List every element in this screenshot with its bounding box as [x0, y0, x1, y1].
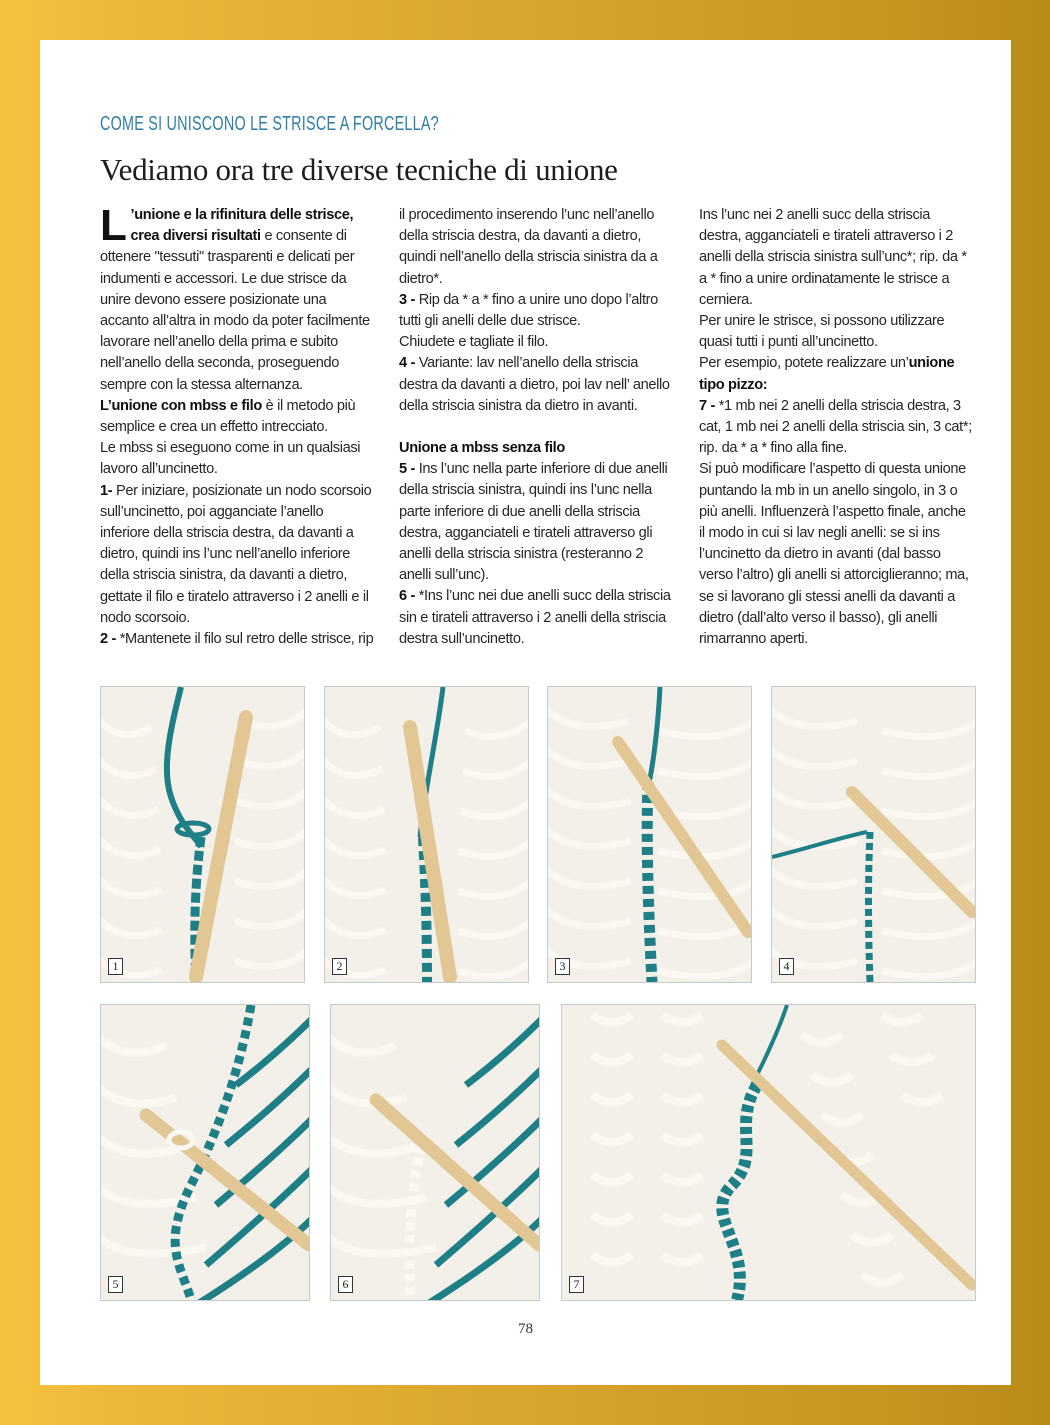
section-kicker: COME SI UNISCONO LE STRISCE A FORCELLA? — [100, 113, 439, 135]
step-number-badge: 6 — [338, 1276, 353, 1293]
step-photo-5 — [100, 1004, 310, 1301]
step-photo-1 — [100, 686, 305, 983]
crochet-photo-illustration — [325, 687, 528, 982]
page — [40, 40, 1011, 1385]
step-number-badge: 2 — [332, 958, 347, 975]
step-photo-4 — [771, 686, 976, 983]
paragraph: Chiudete e tagliate il filo. — [399, 334, 549, 351]
step-7-text: 7 - *1 mb nei 2 anelli della striscia destra, 3 cat, 1 mb nei 2 anelli della striscia sin, 3 cat*; rip. da * a * fino alla fine. — [699, 397, 972, 457]
subheading: Unione a mbss senza filo — [399, 440, 565, 457]
step-3-text: 3 - Rip da * a * fino a unire uno dopo l’altro tutti gli anelli delle due strisce. — [399, 291, 658, 330]
paragraph: Si può modificare l’aspetto di questa unione puntando la mb in un anello singolo, in 3 o più anelli. Influenzerà l’aspetto finale, anche il modo in cui si lav negli anelli: se si ins l’uncinetto da dietro in avanti (dal basso verso l’altro) gli anelli si attorciglieranno; ma, se si lavorano gli stessi anelli da davanti a dietro (dall’alto verso il basso), gli anelli rimarranno aperti. — [699, 461, 969, 648]
crochet-photo-illustration — [772, 687, 975, 982]
step-1-text: 1- Per iniziare, posizionate un nodo scorsoio sull’uncinetto, poi agganciate l’anello inferiore della striscia destra, da davanti a dietro, quindi ins l’unc nell’anello inferiore della striscia sinistra, da davanti a dietro, gettate il filo e tiratelo attraverso i 2 anelli e il nodo scorsoio. — [100, 482, 372, 626]
step-photo-6 — [330, 1004, 540, 1301]
paragraph: Per esempio, potete realizzare un’unione tipo pizzo: — [699, 355, 955, 393]
crochet-photo-illustration — [101, 1005, 309, 1300]
step-number-badge: 5 — [108, 1276, 123, 1293]
paragraph: Le mbss si eseguono come in un qualsiasi lavoro all’uncinetto. — [100, 440, 361, 478]
text-column-2 — [399, 205, 675, 650]
drop-cap: L — [100, 201, 127, 250]
step-number-badge: 4 — [779, 958, 794, 975]
crochet-photo-illustration — [101, 687, 304, 982]
paragraph: Ins l’unc nei 2 anelli succ della striscia destra, agganciateli e tirateli attraverso i 2 anelli della striscia sinistra sull’unc*; rip. da * a * fino a unire ordinatamente le strisce a cerniera. — [699, 207, 967, 308]
step-number-badge: 7 — [569, 1276, 584, 1293]
paragraph: Per unire le strisce, si possono utilizzare quasi tutti i punti all’uncinetto. — [699, 313, 945, 351]
step-2-text: 2 - *Mantenete il filo sul retro delle strisce, rip — [100, 631, 374, 648]
step-6-text: 6 - *Ins l’unc nei due anelli succ della striscia sin e tirateli attraverso i 2 anelli della striscia destra sull’uncinetto. — [399, 588, 671, 647]
text-column-1 — [100, 201, 376, 650]
step-photo-7 — [561, 1004, 976, 1301]
page-title: Vediamo ora tre diverse tecniche di unione — [100, 152, 618, 187]
intro-paragraph: L ’unione e la rifinitura delle strisce, crea diversi risultati e consente di ottenere "tessuti" trasparenti e delicati per indumenti e accessori. Le due strisce da unire devono essere posizionate una accanto all’altra in modo da poter facilmente lavorare nell’anello della prima e subito nell’anello della seconda, proseguendo sempre con la stessa alternanza. — [100, 201, 370, 393]
paragraph: il procedimento inserendo l’unc nell’anello della striscia destra, da davanti a dietro, quindi nell’anello della striscia sinistra da a dietro*. — [399, 207, 658, 287]
step-5-text: 5 - Ins l’unc nella parte inferiore di due anelli della striscia sinistra, quindi ins l’unc nella parte inferiore di due anelli della striscia destra, agganciateli e tirateli attraverso gli anelli della striscia sinistra (resteranno 2 anelli sull’unc). — [399, 461, 668, 584]
step-number-badge: 3 — [555, 958, 570, 975]
crochet-photo-illustration — [562, 1005, 975, 1300]
crochet-photo-illustration — [331, 1005, 539, 1300]
text-column-3 — [699, 205, 975, 650]
step-number-badge: 1 — [108, 958, 123, 975]
page-number: 78 — [518, 1321, 533, 1337]
paragraph-unione-mbss-filo: L’unione con mbss e filo è il metodo più semplice e crea un effetto intrecciato. — [100, 397, 356, 436]
step-photo-2 — [324, 686, 529, 983]
step-4-text: 4 - Variante: lav nell’anello della striscia destra da davanti a dietro, poi lav nell’ anello della striscia sinistra da dietro in avanti. — [399, 355, 670, 414]
step-photo-3 — [547, 686, 752, 983]
crochet-photo-illustration — [548, 687, 751, 982]
